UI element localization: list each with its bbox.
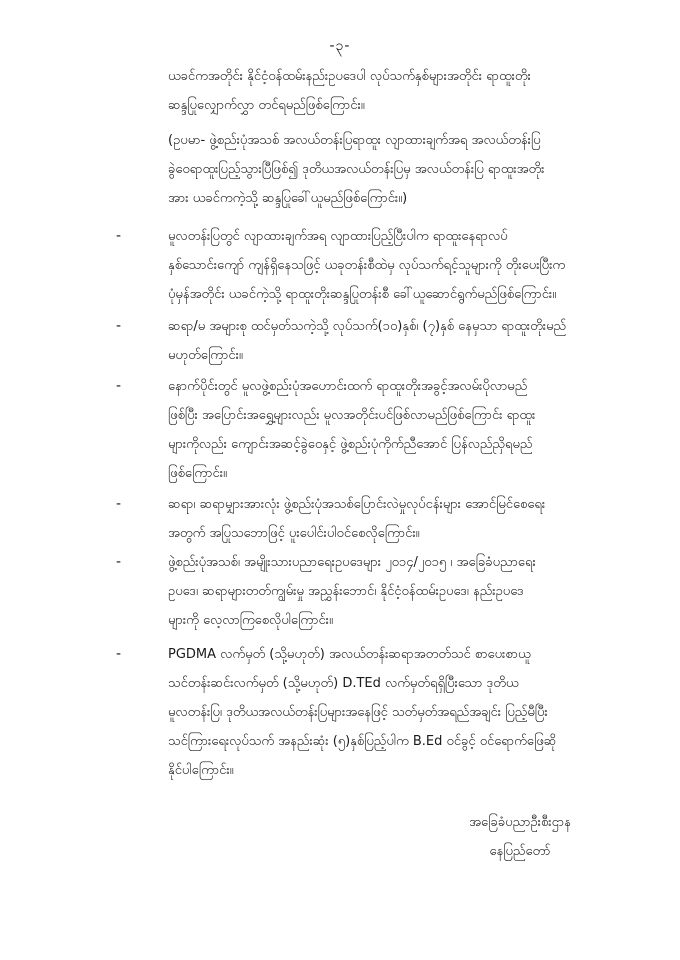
list-item-line: မူလတန်းပြတွင် လျာထားချက်အရ လျာထားပြည့်ပြီးပါက ရာထူးနေရာလပ် (168, 229, 508, 244)
list-item-line: နိုင်ပါကြောင်း။ (168, 763, 234, 778)
list-item (116, 312, 586, 370)
list-item-line: များကိုလည်း ကျောင်းအဆင့်ခွဲဝေနှင့် ဖွဲ့စည်းပုံကိုက်ညီအောင် ပြန်လည်ညှိရမည် (168, 437, 533, 452)
signature-department: အခြေခံပညာဦးစီးဌာန (469, 815, 571, 830)
list-item-line: ဖြစ်ကြောင်း။ (168, 466, 227, 481)
signature-block (420, 808, 620, 866)
note-line: အား ယခင်ကကဲ့သို့ ဆန္ဒပြုခေါ်ယူမည်ဖြစ်ကြောင်း။) (168, 191, 408, 206)
list-item (116, 490, 586, 548)
list-item-line: မဟုတ်ကြောင်း။ (168, 348, 243, 363)
list-item-line: ဆရာ/မ အများစု ထင်မှတ်သကဲ့သို့ လုပ်သက်(၁၀)နှစ်၊ (၇)နှစ် နေမှသာ ရာထူးတိုးမည် (168, 319, 567, 334)
list-item-line: ပုံမှန်အတိုင်း ယခင်ကဲ့သို့ ရာထူးတိုးဆန္ဒပြုတန်းစီ ခေါ်ယူဆောင်ရွက်မည်ဖြစ်ကြောင်း။ (168, 287, 557, 302)
signature-location: နေပြည်တော် (489, 844, 551, 859)
list-item-line: များကို လေ့လာကြစေလိုပါကြောင်း။ (168, 613, 333, 628)
dash-bullet: - (116, 646, 122, 662)
dash-bullet: - (116, 378, 122, 394)
note-line: (ဥပမာ- ဖွဲ့စည်းပုံအသစ် အလယ်တန်းပြရာထူး လျာထားချက်အရ အလယ်တန်းပြ (168, 133, 541, 148)
dash-bullet: - (116, 318, 122, 334)
list-item-line: နှစ်သောင်းကျော် ကျန်ရှိနေသဖြင့် ယခုတန်းစီထဲမှ လုပ်သက်ရင့်သူများကို တိုးပေးပြီးက (168, 258, 566, 273)
dash-bullet: - (116, 496, 122, 512)
list-item-line: ဆရာ၊ ဆရာမျှားအားလုံး ဖွဲ့စည်းပုံအသစ်ပြောင်းလဲမှုလုပ်ငန်းများ အောင်မြင်စေရေး (168, 497, 546, 512)
list-item-line: မူလတန်းပြ၊ ဒုတိယအလယ်တန်းပြများအနေဖြင့် သတ်မှတ်အရည်အချင်း ပြည့်မီပြီး (168, 705, 548, 720)
note-line: ခွဲဝေရာထူးပြည့်သွားပြီဖြစ်၍ ဒုတိယအလယ်တန်းပြမှ အလယ်တန်းပြ ရာထူးအတိုး (168, 162, 545, 177)
dash-bullet: - (116, 554, 122, 570)
list-item-line: ဖွဲ့စည်းပုံအသစ်၊ အမျိုးသားပညာရေးဥပဒေများ ၂၀၁၄/၂၀၁၅ ၊ အခြေခံပညာရေး (168, 555, 536, 570)
list-item (116, 222, 586, 309)
intro-line: ဆန္ဒပြုလျှောက်လွှာ တင်ရမည်ဖြစ်ကြောင်း။ (168, 98, 365, 113)
list-item-line: PGDMA လက်မှတ် (သို့မဟုတ်) အလယ်တန်းဆရာအတတ်သင် စာပေးစာယူ (168, 647, 531, 662)
list-item-line: သင်ကြားရေးလုပ်သက် အနည်းဆုံး (၅)နှစ်ပြည့်ပါက B.Ed ဝင်ခွင့် ဝင်ရောက်ဖြေဆို (168, 734, 557, 749)
dash-bullet: - (116, 228, 122, 244)
list-item (116, 640, 586, 785)
list-item (116, 548, 586, 635)
list-item-line: ဖြစ်ပြီး အပြောင်းအရွှေ့များလည်း မူလအတိုင်းပင်ဖြစ်လာမည်ဖြစ်ကြောင်း ရာထူး (168, 408, 536, 423)
list-item-line: သင်တန်းဆင်းလက်မှတ် (သို့မဟုတ်) D.TEd လက်မှတ်ရရှိပြီးသော ဒုတိယ (168, 676, 519, 691)
list-item-line: အတွက် အပြုသဘောဖြင့် ပူးပေါင်းပါဝင်စေလိုကြောင်း။ (168, 526, 420, 541)
document-body (116, 62, 586, 213)
page-number: -၃- (329, 38, 351, 54)
intro-line: ယခင်ကအတိုင်း နိုင်ငံ့ဝန်ထမ်းနည်းဥပဒေပါ လုပ်သက်နှစ်များအတိုင်း ရာထူးတိုး (168, 69, 531, 84)
list-item (116, 372, 586, 488)
list-item-line: ဥပဒေ၊ ဆရာများတတ်ကျွမ်းမှု အညွှန်းဘောင်၊ နိုင်ငံ့ဝန်ထမ်းဥပဒေ၊ နည်းဥပဒေ (168, 584, 524, 599)
list-item-line: နောက်ပိုင်းတွင် မူလဖွဲ့စည်းပုံအဟောင်းထက် ရာထူးတိုးအခွင့်အလမ်းပိုလာမည် (168, 379, 528, 394)
